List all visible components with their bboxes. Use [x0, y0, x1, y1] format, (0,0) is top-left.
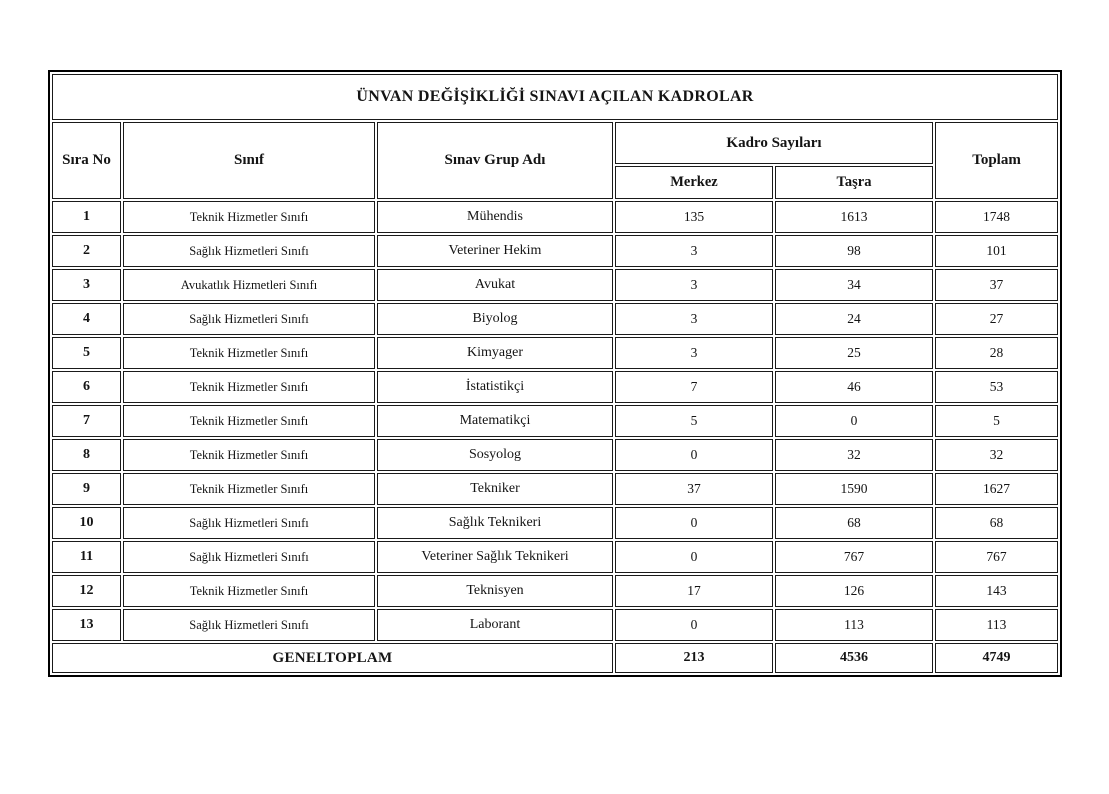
row-cell-sinif: Sağlık Hizmetleri Sınıfı: [123, 507, 375, 539]
row-cell-toplam: 53: [935, 371, 1058, 403]
row-cell-merkez: 5: [615, 405, 773, 437]
grand-total-row: [52, 643, 1058, 673]
grand-total-merkez: 213: [615, 643, 773, 673]
column-header-sinif: Sınıf: [123, 122, 375, 199]
row-cell-tasra: 767: [775, 541, 933, 573]
row-cell-toplam: 5: [935, 405, 1058, 437]
table-row: [52, 337, 1058, 369]
table-row: [52, 303, 1058, 335]
kadro-table: [48, 70, 1062, 677]
table-row: [52, 405, 1058, 437]
row-cell-toplam: 767: [935, 541, 1058, 573]
row-cell-toplam: 143: [935, 575, 1058, 607]
row-cell-sira-no: 8: [52, 439, 121, 471]
column-header-sira-no: Sıra No: [52, 122, 121, 199]
row-cell-merkez: 0: [615, 439, 773, 471]
row-cell-toplam: 28: [935, 337, 1058, 369]
row-cell-merkez: 0: [615, 541, 773, 573]
row-cell-sira-no: 12: [52, 575, 121, 607]
row-cell-toplam: 113: [935, 609, 1058, 641]
row-cell-tasra: 25: [775, 337, 933, 369]
row-cell-sinav-grup-adi: Veteriner Hekim: [377, 235, 613, 267]
row-cell-merkez: 3: [615, 235, 773, 267]
table-row: [52, 235, 1058, 267]
table-row: [52, 575, 1058, 607]
row-cell-toplam: 27: [935, 303, 1058, 335]
row-cell-merkez: 0: [615, 507, 773, 539]
column-header-tasra: Taşra: [775, 166, 933, 199]
row-cell-toplam: 1627: [935, 473, 1058, 505]
row-cell-sinif: Sağlık Hizmetleri Sınıfı: [123, 235, 375, 267]
row-cell-sinif: Teknik Hizmetler Sınıfı: [123, 337, 375, 369]
row-cell-sinif: Sağlık Hizmetleri Sınıfı: [123, 303, 375, 335]
row-cell-merkez: 7: [615, 371, 773, 403]
column-header-toplam: Toplam: [935, 122, 1058, 199]
header-row-top: [52, 122, 1058, 164]
row-cell-sinav-grup-adi: Sağlık Teknikeri: [377, 507, 613, 539]
row-cell-sinif: Teknik Hizmetler Sınıfı: [123, 201, 375, 233]
row-cell-sinav-grup-adi: Laborant: [377, 609, 613, 641]
row-cell-sira-no: 7: [52, 405, 121, 437]
row-cell-tasra: 46: [775, 371, 933, 403]
row-cell-tasra: 98: [775, 235, 933, 267]
row-cell-merkez: 135: [615, 201, 773, 233]
row-cell-sinav-grup-adi: Avukat: [377, 269, 613, 301]
row-cell-sira-no: 5: [52, 337, 121, 369]
row-cell-toplam: 37: [935, 269, 1058, 301]
row-cell-sira-no: 10: [52, 507, 121, 539]
row-cell-sinav-grup-adi: Matematikçi: [377, 405, 613, 437]
row-cell-tasra: 32: [775, 439, 933, 471]
row-cell-toplam: 101: [935, 235, 1058, 267]
grand-total-label: GENELTOPLAM: [52, 643, 613, 673]
row-cell-merkez: 3: [615, 337, 773, 369]
column-header-kadro-sayilari: Kadro Sayıları: [615, 122, 933, 164]
row-cell-sinif: Sağlık Hizmetleri Sınıfı: [123, 609, 375, 641]
row-cell-sinif: Teknik Hizmetler Sınıfı: [123, 405, 375, 437]
table-row: [52, 201, 1058, 233]
row-cell-sinav-grup-adi: Mühendis: [377, 201, 613, 233]
row-cell-tasra: 34: [775, 269, 933, 301]
column-header-merkez: Merkez: [615, 166, 773, 199]
row-cell-merkez: 3: [615, 269, 773, 301]
row-cell-sinif: Avukatlık Hizmetleri Sınıfı: [123, 269, 375, 301]
row-cell-sinif: Teknik Hizmetler Sınıfı: [123, 473, 375, 505]
row-cell-sinif: Sağlık Hizmetleri Sınıfı: [123, 541, 375, 573]
row-cell-sira-no: 6: [52, 371, 121, 403]
grand-total-tasra: 4536: [775, 643, 933, 673]
row-cell-sira-no: 13: [52, 609, 121, 641]
table-title-row: [52, 74, 1058, 120]
table-row: [52, 371, 1058, 403]
table-row: [52, 507, 1058, 539]
row-cell-sinav-grup-adi: Teknisyen: [377, 575, 613, 607]
row-cell-sinif: Teknik Hizmetler Sınıfı: [123, 371, 375, 403]
row-cell-merkez: 17: [615, 575, 773, 607]
row-cell-sira-no: 2: [52, 235, 121, 267]
row-cell-toplam: 1748: [935, 201, 1058, 233]
row-cell-sira-no: 4: [52, 303, 121, 335]
document-page: [48, 70, 1062, 677]
table-row: [52, 541, 1058, 573]
row-cell-tasra: 1590: [775, 473, 933, 505]
table-row: [52, 473, 1058, 505]
column-header-sinav-grup-adi: Sınav Grup Adı: [377, 122, 613, 199]
row-cell-sira-no: 11: [52, 541, 121, 573]
row-cell-merkez: 3: [615, 303, 773, 335]
row-cell-sira-no: 3: [52, 269, 121, 301]
row-cell-sinif: Teknik Hizmetler Sınıfı: [123, 439, 375, 471]
grand-total-toplam: 4749: [935, 643, 1058, 673]
row-cell-tasra: 68: [775, 507, 933, 539]
row-cell-merkez: 0: [615, 609, 773, 641]
row-cell-sinav-grup-adi: Tekniker: [377, 473, 613, 505]
row-cell-tasra: 1613: [775, 201, 933, 233]
row-cell-sinav-grup-adi: Veteriner Sağlık Teknikeri: [377, 541, 613, 573]
row-cell-sinif: Teknik Hizmetler Sınıfı: [123, 575, 375, 607]
row-cell-sinav-grup-adi: İstatistikçi: [377, 371, 613, 403]
table-body: [52, 201, 1058, 641]
row-cell-tasra: 0: [775, 405, 933, 437]
row-cell-sira-no: 1: [52, 201, 121, 233]
table-row: [52, 439, 1058, 471]
row-cell-tasra: 126: [775, 575, 933, 607]
row-cell-tasra: 113: [775, 609, 933, 641]
row-cell-toplam: 68: [935, 507, 1058, 539]
row-cell-tasra: 24: [775, 303, 933, 335]
row-cell-sinav-grup-adi: Kimyager: [377, 337, 613, 369]
row-cell-merkez: 37: [615, 473, 773, 505]
table-row: [52, 269, 1058, 301]
row-cell-toplam: 32: [935, 439, 1058, 471]
table-row: [52, 609, 1058, 641]
table-title: ÜNVAN DEĞİŞİKLİĞİ SINAVI AÇILAN KADROLAR: [52, 74, 1058, 120]
row-cell-sinav-grup-adi: Biyolog: [377, 303, 613, 335]
row-cell-sinav-grup-adi: Sosyolog: [377, 439, 613, 471]
row-cell-sira-no: 9: [52, 473, 121, 505]
